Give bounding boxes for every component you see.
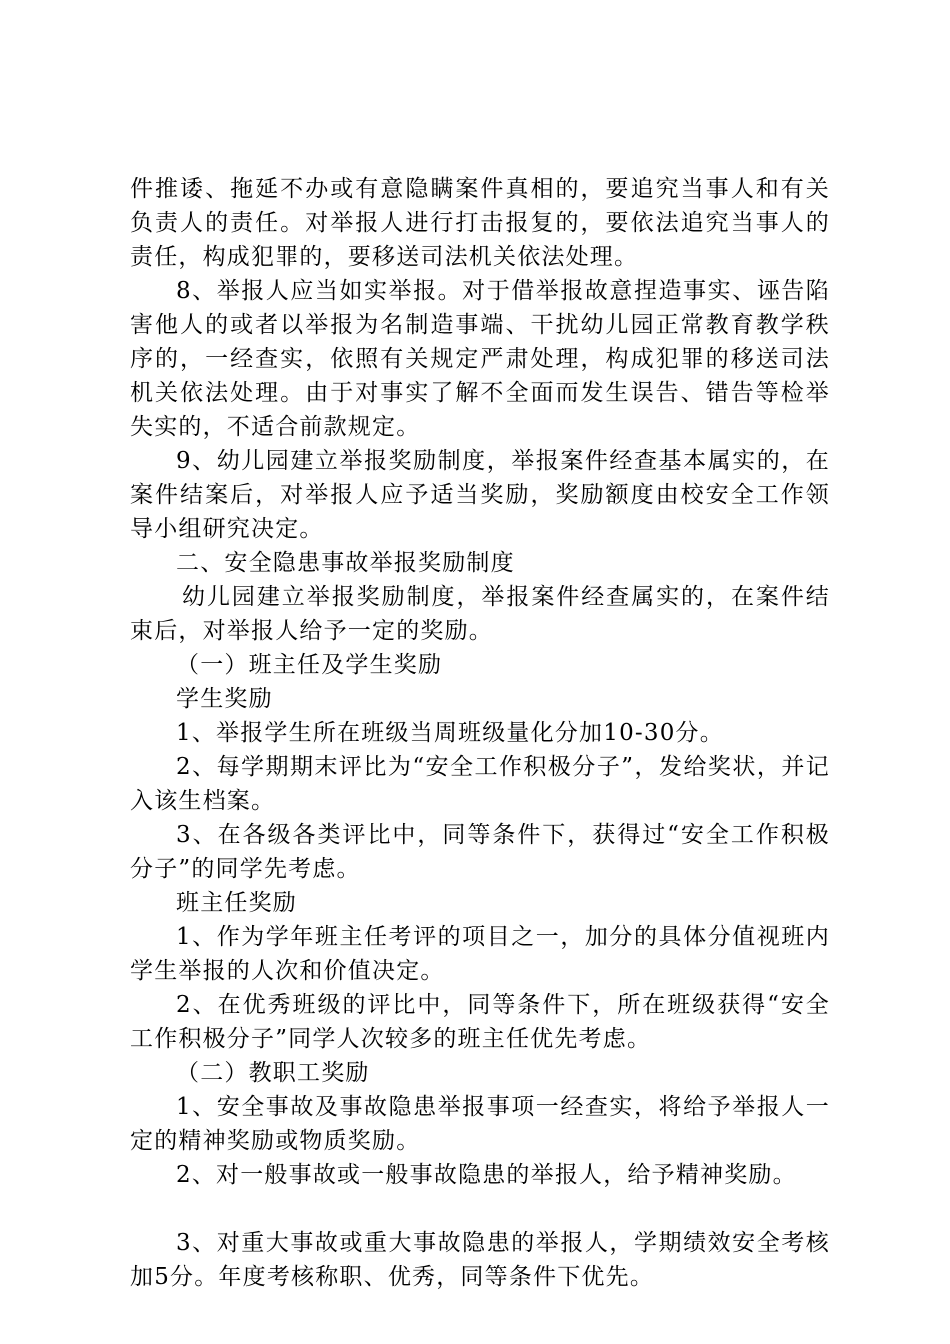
staff-reward-item-3: 3、对重大事故或重大事故隐患的举报人，学期绩效安全考核加5分。年度考核称职、优秀，同等条件下优先。 xyxy=(130,1230,830,1290)
staff-reward-item-2: 2、对一般事故或一般事故隐患的举报人，给予精神奖励。 xyxy=(176,1162,797,1188)
staff-reward-item-1: 1、安全事故及事故隐患举报事项一经查实，将给予举报人一定的精神奖励或物质奖励。 xyxy=(130,1094,830,1154)
paragraph-reward-intro: 幼儿园建立举报奖励制度，举报案件经查属实的，在案件结束后，对举报人给予一定的奖励。 xyxy=(130,584,830,644)
teacher-reward-item-2: 2、在优秀班级的评比中，同等条件下，所在班级获得“安全工作积极分子”同学人次较多的班主任优先考虑。 xyxy=(130,992,830,1052)
document-body xyxy=(130,172,830,1294)
blank-line xyxy=(130,1192,830,1226)
subheading-student-reward: 学生奖励 xyxy=(176,686,273,712)
student-reward-item-1: 1、举报学生所在班级当周班级量化分加10-30分。 xyxy=(176,720,724,746)
student-reward-item-3: 3、在各级各类评比中，同等条件下，获得过“安全工作积极分子”的同学先考虑。 xyxy=(130,822,830,882)
section-heading-2: 二、安全隐患事故举报奖励制度 xyxy=(176,550,515,576)
subsection-heading-2: （二）教职工奖励 xyxy=(176,1060,370,1086)
paragraph-item-9: 9、幼儿园建立举报奖励制度，举报案件经查基本属实的，在案件结案后，对举报人应予适当奖励，奖励额度由校安全工作领导小组研究决定。 xyxy=(130,448,830,542)
paragraph-continuation: 件推诿、拖延不办或有意隐瞒案件真相的，要追究当事人和有关负责人的责任。对举报人进行打击报复的，要依法追究当事人的责任，构成犯罪的，要移送司法机关依法处理。 xyxy=(130,176,830,270)
student-reward-item-2: 2、每学期期末评比为“安全工作积极分子”，发给奖状，并记入该生档案。 xyxy=(130,754,830,814)
subsection-heading-1: （一）班主任及学生奖励 xyxy=(176,652,443,678)
teacher-reward-item-1: 1、作为学年班主任考评的项目之一，加分的具体分值视班内学生举报的人次和价值决定。 xyxy=(130,924,830,984)
paragraph-item-8: 8、举报人应当如实举报。对于借举报故意捏造事实、诬告陷害他人的或者以举报为名制造事端、干扰幼儿园正常教育教学秩序的，一经查实，依照有关规定严肃处理，构成犯罪的移送司法机关依法处理。由于对事实了解不全面而发生误告、错告等检举失实的，不适合前款规定。 xyxy=(130,278,830,440)
subheading-teacher-reward: 班主任奖励 xyxy=(176,890,297,916)
